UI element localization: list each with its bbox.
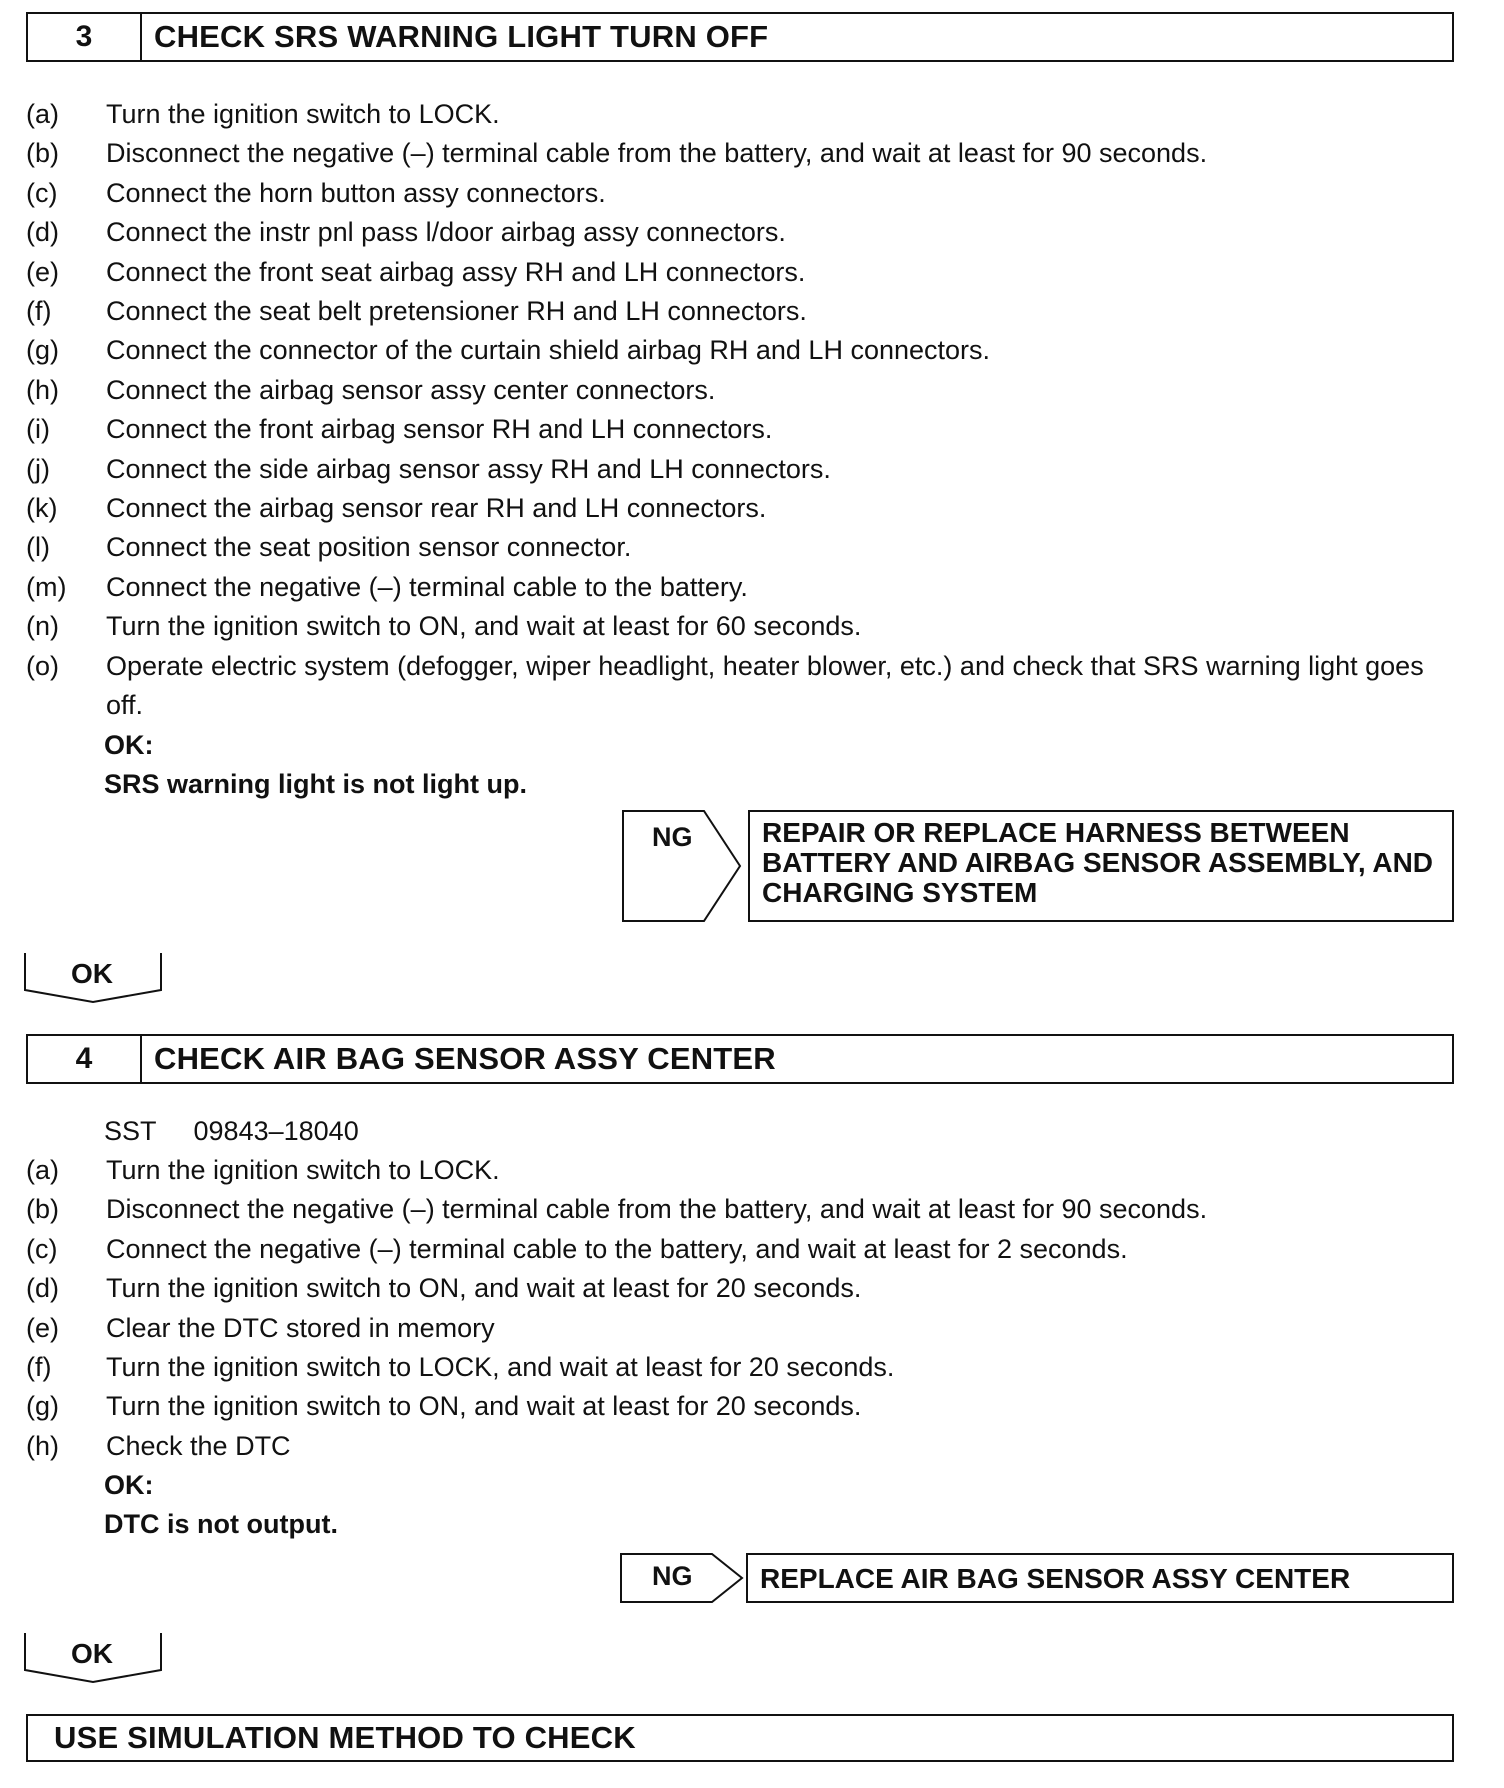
step-3-ok-tag (24, 952, 162, 1004)
instruction-item (26, 1387, 1456, 1426)
instruction-label: (b) (26, 138, 59, 169)
instruction-item (26, 1309, 1456, 1348)
instruction-text: Connect the airbag sensor rear RH and LH connectors. (106, 493, 767, 524)
instruction-text: Turn the ignition switch to LOCK. (106, 99, 500, 129)
step-3-number: 3 (28, 14, 142, 60)
instruction-text: Connect the connector of the curtain shield airbag RH and LH connectors. (106, 335, 991, 366)
step-3-ng-result: REPAIR OR REPLACE HARNESS BETWEEN BATTERY AND AIRBAG SENSOR ASSEMBLY, AND CHARGING SYSTEM (748, 810, 1454, 922)
step-4-ok-tag (24, 1632, 162, 1684)
step-4-ok-criteria: DTC is not output. (104, 1509, 338, 1539)
ok-tag-label: OK (71, 958, 113, 989)
instruction-item (26, 1190, 1456, 1229)
step-4-header (26, 1034, 1454, 1084)
step-4-ng-label: NG (652, 1561, 693, 1591)
instruction-text: Connect the front seat airbag assy RH and LH connectors. (106, 256, 806, 287)
instruction-text: Connect the negative (–) terminal cable to the battery. (106, 571, 748, 602)
instruction-label: (l) (26, 532, 50, 563)
instruction-item (26, 607, 1456, 646)
instruction-label: (o) (26, 650, 59, 681)
instruction-text: Connect the seat belt pretensioner RH and LH connectors. (106, 296, 807, 327)
instruction-text: Check the DTC (106, 1430, 291, 1461)
instruction-text: Connect the airbag sensor assy center connectors. (106, 374, 716, 405)
step-3-ok-criteria: SRS warning light is not light up. (104, 769, 527, 799)
final-title: USE SIMULATION METHOD TO CHECK (54, 1720, 636, 1755)
instruction-label: (a) (26, 1155, 59, 1185)
step-3-header (26, 12, 1454, 62)
instruction-item (26, 95, 1456, 134)
instruction-text: Turn the ignition switch to LOCK, and wait at least for 20 seconds. (106, 1352, 895, 1383)
instruction-item (26, 647, 1456, 726)
instruction-text: Disconnect the negative (–) terminal cable from the battery, and wait at least for 90 seconds. (106, 1194, 1208, 1225)
instruction-label: (g) (26, 335, 59, 366)
instruction-text: Connect the seat position sensor connector. (106, 532, 632, 563)
instruction-text: Clear the DTC stored in memory (106, 1312, 495, 1343)
instruction-text: Connect the horn button assy connectors. (106, 177, 606, 208)
instruction-item (26, 134, 1456, 173)
instruction-text: Operate electric system (defogger, wiper headlight, heater blower, etc.) and check that SRS warning light goes off. (106, 650, 1424, 721)
instruction-item (26, 410, 1456, 449)
step-4-number: 4 (28, 1036, 142, 1082)
instruction-text: Connect the side airbag sensor assy RH and LH connectors. (106, 453, 831, 484)
step-3-ng-label: NG (652, 822, 693, 852)
instruction-item (26, 292, 1456, 331)
instruction-text: Connect the negative (–) terminal cable to the battery, and wait at least for 2 seconds. (106, 1233, 1128, 1264)
instruction-label: (f) (26, 1352, 52, 1383)
instruction-item (26, 253, 1456, 292)
step-4-ok-label: OK: (104, 1470, 154, 1500)
instruction-label: (h) (26, 374, 59, 405)
instruction-item (26, 213, 1456, 252)
instruction-label: (g) (26, 1391, 59, 1422)
instruction-item (26, 331, 1456, 370)
final-header (26, 1714, 1454, 1762)
step-3-ok-label: OK: (104, 730, 154, 760)
instruction-label: (d) (26, 217, 59, 248)
instruction-item (26, 1151, 1456, 1190)
instruction-text: Connect the instr pnl pass l/door airbag assy connectors. (106, 217, 786, 248)
instruction-text: Connect the front airbag sensor RH and LH connectors. (106, 414, 773, 445)
instruction-text: Turn the ignition switch to ON, and wait at least for 20 seconds. (106, 1273, 862, 1304)
instruction-item (26, 568, 1456, 607)
instruction-item (26, 1427, 1456, 1466)
instruction-item (26, 1230, 1456, 1269)
step-4-ng-result: REPLACE AIR BAG SENSOR ASSY CENTER (746, 1553, 1454, 1603)
instruction-text: Turn the ignition switch to ON, and wait at least for 20 seconds. (106, 1391, 862, 1422)
instruction-label: (j) (26, 453, 50, 484)
instruction-label: (m) (26, 571, 67, 602)
instruction-label: (f) (26, 296, 52, 327)
step-4-instructions (26, 1151, 1456, 1466)
step-3-instructions (26, 95, 1456, 726)
instruction-item (26, 528, 1456, 567)
instruction-item (26, 450, 1456, 489)
step-3-title: CHECK SRS WARNING LIGHT TURN OFF (154, 19, 769, 54)
step-4-title: CHECK AIR BAG SENSOR ASSY CENTER (154, 1041, 776, 1076)
instruction-item (26, 1269, 1456, 1308)
instruction-label: (a) (26, 99, 59, 129)
instruction-label: (e) (26, 1312, 59, 1343)
ok-tag-label: OK (71, 1638, 113, 1669)
instruction-label: (k) (26, 493, 58, 524)
instruction-label: (h) (26, 1430, 59, 1461)
instruction-label: (c) (26, 1233, 58, 1264)
instruction-item (26, 1348, 1456, 1387)
instruction-label: (n) (26, 611, 59, 642)
instruction-item (26, 174, 1456, 213)
instruction-item (26, 489, 1456, 528)
instruction-text: Disconnect the negative (–) terminal cable from the battery, and wait at least for 90 seconds. (106, 138, 1208, 169)
instruction-label: (i) (26, 414, 50, 445)
instruction-label: (c) (26, 177, 58, 208)
step-4-sst: SST 09843–18040 (104, 1116, 359, 1146)
instruction-label: (e) (26, 256, 59, 287)
instruction-text: Turn the ignition switch to ON, and wait at least for 60 seconds. (106, 611, 862, 642)
instruction-text: Turn the ignition switch to LOCK. (106, 1155, 500, 1185)
instruction-label: (b) (26, 1194, 59, 1225)
instruction-item (26, 371, 1456, 410)
instruction-label: (d) (26, 1273, 59, 1304)
